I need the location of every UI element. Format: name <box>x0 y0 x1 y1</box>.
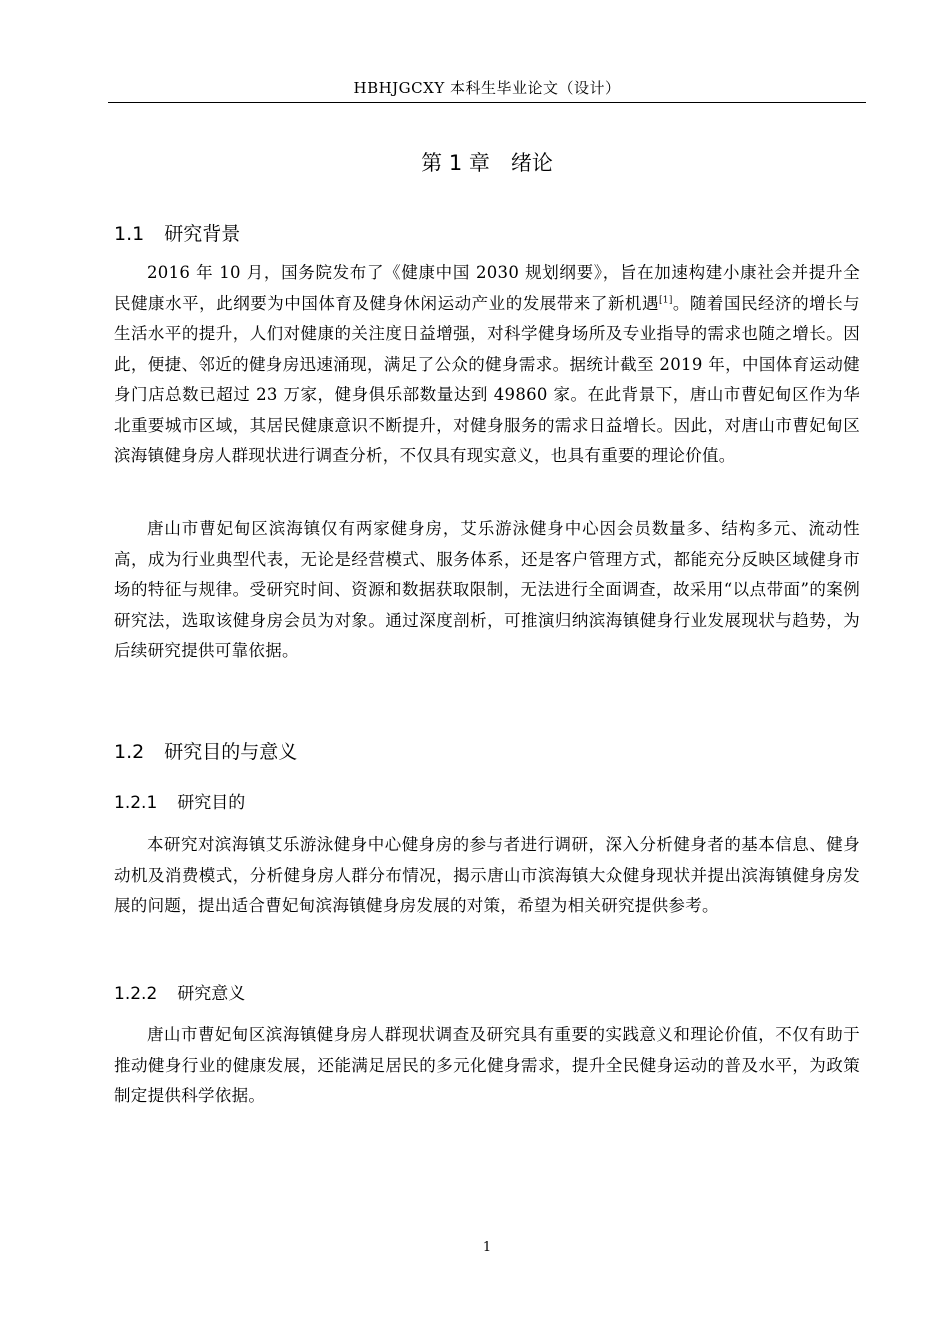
section-title: 研究目的与意义 <box>164 741 298 763</box>
chapter-title: 第 1 章 绪论 <box>421 151 553 175</box>
paragraph-significance: 唐山市曹妃甸区滨海镇健身房人群现状调查及研究具有重要的实践意义和理论价值，不仅有助于推动健身行业的健康发展，还能满足居民的多元化健身需求，提升全民健身运动的普及水平，为政策制定提供科学依据。 <box>114 1025 860 1105</box>
paragraph-purpose: 本研究对滨海镇艾乐游泳健身中心健身房的参与者进行调研，深入分析健身者的基本信息、健身动机及消费模式，分析健身房人群分布情况，揭示唐山市滨海镇大众健身现状并提出滨海镇健身房发展的问题，提出适合曹妃甸滨海镇健身房发展的对策，希望为相关研究提供参考。 <box>114 835 860 915</box>
section-number: 1.1 <box>114 223 145 245</box>
running-header: HBHJGCXY 本科生毕业论文（设计） <box>108 78 866 103</box>
section-title: 研究背景 <box>164 223 241 245</box>
section-heading-1-2-1 <box>114 789 245 817</box>
page-number: 1 <box>482 1240 492 1255</box>
section-number: 1.2.2 <box>114 984 158 1004</box>
section-title: 研究目的 <box>177 793 246 813</box>
paragraph-text-continued: 。随着国民经济的增长与生活水平的提升，人们对健康的关注度日益增强，对科学健身场所及专业指导的需求也随之增长。因此，便捷、邻近的健身房迅速涌现，满足了公众的健身需求。据统计截至 2019 年，中国体育运动健身门店总数已超过 23 万家，健身俱乐部数量达到 49860 家。在此背景下，唐山市曹妃甸区作为华北重要城市区域，其居民健康意识不断提升，对健身服务的需求日益增长。因此，对唐山市曹妃甸区滨海镇健身房人群现状进行调查分析，不仅具有现实意义，也具有重要的理论价值。 <box>114 293 860 465</box>
paragraph-background-1 <box>114 258 860 472</box>
paragraph-background-2: 唐山市曹妃甸区滨海镇仅有两家健身房，艾乐游泳健身中心因会员数量多、结构多元、流动性高，成为行业典型代表，无论是经营模式、服务体系，还是客户管理方式，都能充分反映区域健身市场的特征与规律。受研究时间、资源和数据获取限制，无法进行全面调查，故采用“以点带面”的案例研究法，选取该健身房会员为对象。通过深度剖析，可推演归纳滨海镇健身行业发展现状与趋势，为后续研究提供可靠依据。 <box>114 519 860 660</box>
section-title: 研究意义 <box>177 984 246 1004</box>
section-heading-1-1 <box>114 220 240 248</box>
section-number: 1.2.1 <box>114 793 158 813</box>
citation-reference: [1] <box>658 295 673 305</box>
section-heading-1-2 <box>114 738 297 766</box>
paragraph-text: 2016 年 10 月，国务院发布了《健康中国 2030 规划纲要》，旨在加速构建小康社会并提升全民健康水平，此纲要为中国体育及健身休闲运动产业的发展带来了新机遇 <box>114 263 860 313</box>
section-heading-1-2-2 <box>114 980 245 1008</box>
section-number: 1.2 <box>114 741 145 763</box>
